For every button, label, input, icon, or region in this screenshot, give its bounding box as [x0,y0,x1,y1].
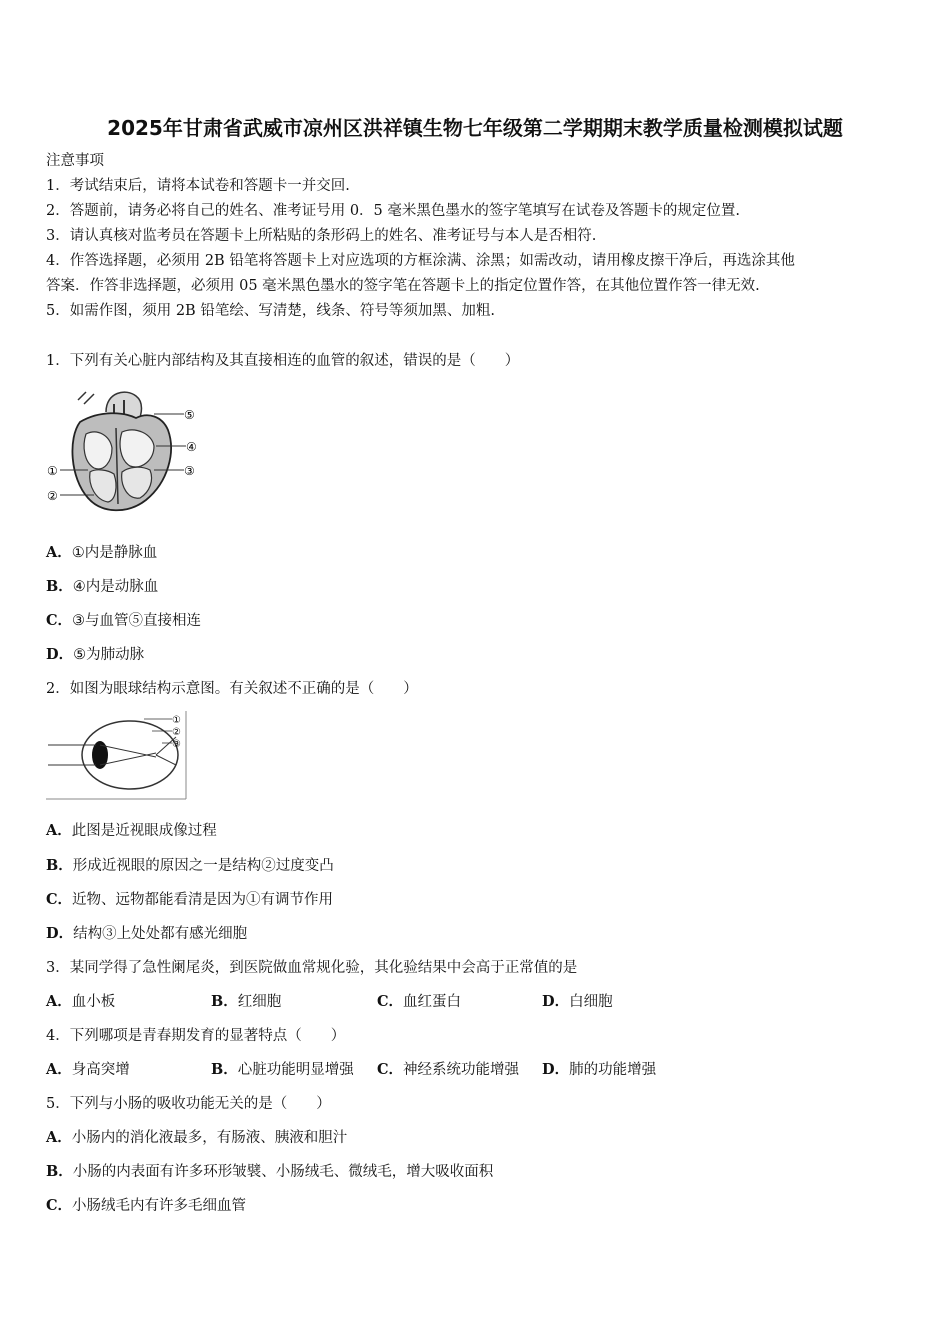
eye-label-2: ② [172,727,181,738]
q3-option-c: C．血红蛋白 [377,993,462,1010]
question-1-stem: 1．下列有关心脏内部结构及其直接相连的血管的叙述，错误的是（ ） [46,353,520,369]
question-2-stem: 2．如图为眼球结构示意图。有关叙述不正确的是（ ） [46,681,418,697]
notice-item: 1．考试结束后，请将本试卷和答题卡一并交回. [46,178,350,194]
q2-option-d: D．结构③上处处都有感光细胞 [46,925,248,942]
heart-diagram [44,382,200,522]
heart-label-2: ② [47,489,58,503]
question-3-stem: 3．某同学得了急性阑尾炎，到医院做血常规化验，其化验结果中会高于正常值的是 [46,960,578,976]
q2-option-a: A．此图是近视眼成像过程 [46,822,217,839]
q5-option-a: A．小肠内的消化液最多，有肠液、胰液和胆汁 [46,1129,348,1146]
question-4-stem: 4．下列哪项是青春期发育的显著特点（ ） [46,1028,346,1044]
q3-option-d: D．白细胞 [542,993,613,1010]
eye-diagram [44,709,190,801]
eye-label-3: ③ [172,739,181,750]
q4-option-d: D．肺的功能增强 [542,1061,657,1078]
q3-option-b: B．红细胞 [211,993,282,1010]
notice-item: 4．作答选择题，必须用 2B 铅笔将答题卡上对应选项的方框涂满、涂黑；如需改动，请用橡皮擦干净后，再选涂其他 [46,253,795,269]
q2-option-c: C．近物、远物都能看清是因为①有调节作用 [46,891,334,908]
q3-option-a: A．血小板 [46,993,116,1010]
q1-option-d: D．⑤为肺动脉 [46,646,145,663]
q4-option-a: A．身高突增 [46,1061,130,1078]
q1-option-c: C．③与血管⑤直接相连 [46,612,202,629]
q4-option-c: C．神经系统功能增强 [377,1061,520,1078]
q1-option-b: B．④内是动脉血 [46,578,159,595]
heart-label-1: ① [47,464,58,478]
q5-option-c: C．小肠绒毛内有许多毛细血管 [46,1197,247,1214]
eye-label-1: ① [172,715,181,726]
page-title: 2025年甘肃省武威市凉州区洪祥镇生物七年级第二学期期末教学质量检测模拟试题 [107,116,843,140]
q5-option-b: B．小肠的内表面有许多环形皱襞、小肠绒毛、微绒毛，增大吸收面积 [46,1163,494,1180]
notice-heading: 注意事项 [46,153,104,169]
heart-label-5: ⑤ [184,408,195,422]
heart-label-4: ④ [186,440,197,454]
notice-item: 3．请认真核对监考员在答题卡上所粘贴的条形码上的姓名、准考证号与本人是否相符. [46,228,597,244]
q1-option-a: A．①内是静脉血 [46,544,158,561]
notice-item: 答案．作答非选择题，必须用 05 毫米黑色墨水的签字笔在答题卡上的指定位置作答，在其他位置作答一律无效. [46,278,760,294]
q4-option-b: B．心脏功能明显增强 [211,1061,354,1078]
notice-item: 5．如需作图，须用 2B 铅笔绘、写清楚，线条、符号等须加黑、加粗. [46,303,495,319]
heart-label-3: ③ [184,464,195,478]
question-5-stem: 5．下列与小肠的吸收功能无关的是（ ） [46,1096,331,1112]
notice-item: 2．答题前，请务必将自己的姓名、准考证号用 0．5 毫米黑色墨水的签字笔填写在试卷及答题卡的规定位置. [46,203,740,219]
q2-option-b: B．形成近视眼的原因之一是结构②过度变凸 [46,857,334,874]
